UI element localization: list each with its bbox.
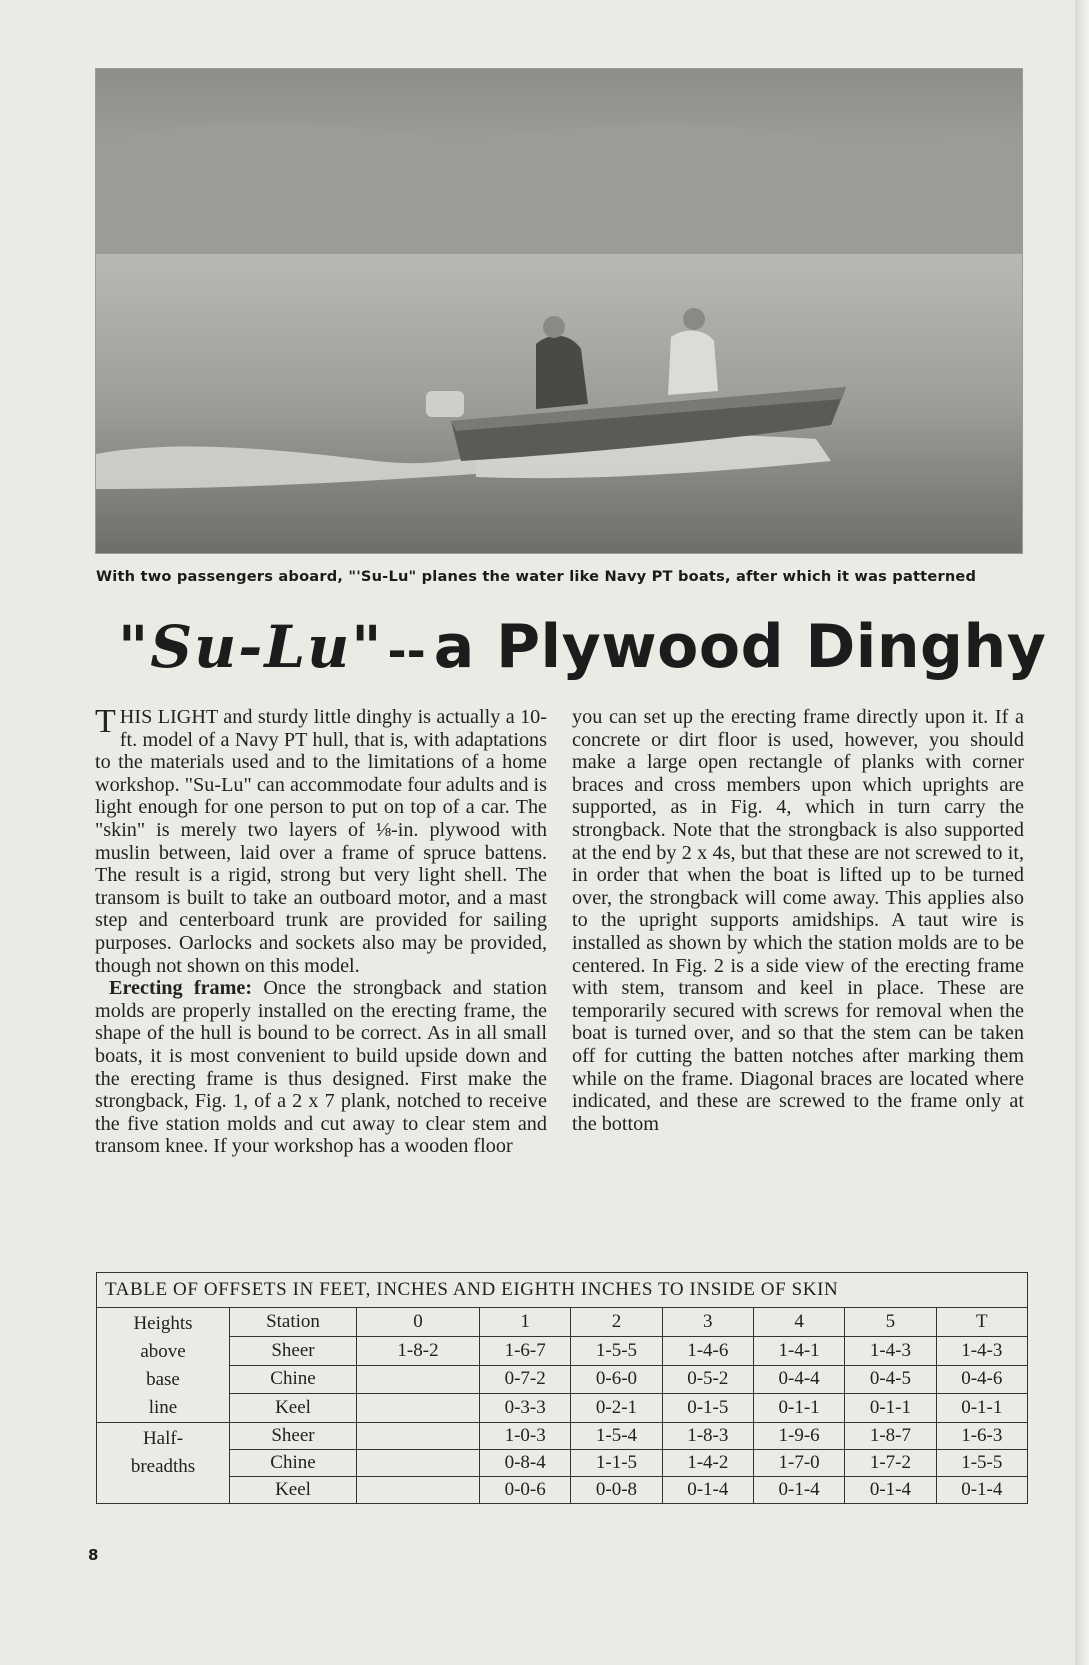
- article-text: [95, 703, 547, 1158]
- table-cell: [357, 1450, 480, 1477]
- row-name: Keel: [230, 1394, 357, 1423]
- title-dashes: --: [387, 624, 426, 678]
- photo-caption: With two passengers aboard, "'Su-Lu" planes the water like Navy PT boats, after which it was patterned: [96, 568, 977, 585]
- table-cell: 0-1-4: [936, 1477, 1027, 1504]
- table-cell: 0-6-0: [571, 1365, 662, 1394]
- label-line: base: [146, 1369, 180, 1390]
- table-row: [97, 1336, 1028, 1365]
- table-row: [97, 1365, 1028, 1394]
- station-header: 5: [845, 1308, 936, 1337]
- table-cell: 0-1-1: [936, 1394, 1027, 1423]
- table-cell: 0-0-6: [480, 1477, 571, 1504]
- group-label-half-breadths: [97, 1423, 230, 1504]
- station-label: Station: [230, 1308, 357, 1337]
- table-cell: [357, 1394, 480, 1423]
- table-cell: 1-8-3: [662, 1423, 753, 1450]
- table-cell: 0-4-4: [753, 1365, 844, 1394]
- table-cell: 1-9-6: [753, 1423, 844, 1450]
- table-cell: 1-7-0: [753, 1450, 844, 1477]
- passenger-front-head: [683, 308, 705, 330]
- table-cell: 0-3-3: [480, 1394, 571, 1423]
- table-cell: [357, 1423, 480, 1450]
- table-cell: 0-1-4: [845, 1477, 936, 1504]
- label-line: above: [140, 1341, 186, 1362]
- page-number: 8: [88, 1546, 99, 1564]
- article-text-column-2: [572, 706, 1024, 1135]
- paragraph-1-text: HIS LIGHT and sturdy little dinghy is actually a 10-ft. model of a Navy PT hull, that is, with adaptations to the materials used and to the limitations of a home workshop. "Su-Lu" can accommodate four adults and is light enough for one person to put on top of a car. The "skin" is merely two layers of ⅛-in. plywood with muslin between, laid over a frame of spruce battens. The result is a rigid, strong but very light shell. The transom is built to take an outboard motor, and a mast step and centerboard trunk are provided for sailing purposes. Oarlocks and sockets also may be provided, though not shown on this model.: [95, 706, 547, 977]
- table-cell: 1-5-4: [571, 1423, 662, 1450]
- row-name: Chine: [230, 1450, 357, 1477]
- table-cell: 1-4-3: [936, 1336, 1027, 1365]
- station-header: 1: [480, 1308, 571, 1337]
- table-row: [97, 1477, 1028, 1504]
- passenger-rear-head: [543, 316, 565, 338]
- table-cell: 0-0-8: [571, 1477, 662, 1504]
- table-cell: 1-4-6: [662, 1336, 753, 1365]
- table-row: [97, 1450, 1028, 1477]
- hills: [96, 123, 1022, 259]
- paragraph: [95, 703, 547, 977]
- table-cell: 0-8-4: [480, 1450, 571, 1477]
- table-cell: 1-5-5: [571, 1336, 662, 1365]
- page-edge: [1075, 0, 1089, 1665]
- table-cell: 0-1-1: [845, 1394, 936, 1423]
- section-heading: Erecting frame:: [109, 977, 253, 1000]
- table-cell: 1-4-1: [753, 1336, 844, 1365]
- offsets-table: [96, 1272, 1028, 1504]
- table-cell: 1-8-7: [845, 1423, 936, 1450]
- row-name: Sheer: [230, 1423, 357, 1450]
- label-line: Heights: [133, 1313, 193, 1334]
- boat-photo-illustration: [96, 69, 1022, 553]
- station-header: 4: [753, 1308, 844, 1337]
- station-header: 2: [571, 1308, 662, 1337]
- station-header: 3: [662, 1308, 753, 1337]
- table-cell: [357, 1365, 480, 1394]
- table-cell: 0-4-6: [936, 1365, 1027, 1394]
- outboard-motor: [426, 391, 464, 417]
- table-row: [97, 1423, 1028, 1450]
- label-line: line: [148, 1397, 178, 1418]
- table-cell: 1-8-2: [357, 1336, 480, 1365]
- table-cell: 0-2-1: [571, 1394, 662, 1423]
- boat-photo: [95, 68, 1023, 554]
- paragraph-2-continued: you can set up the erecting frame directly upon it. If a concrete or dirt floor is used, however, you should make a large open rectangle of planks with corner braces and cross members upon which uprights are supported, as in Fig. 4, which in turn carry the strongback. Note that the strongback is also supported at the end by 2 x 4s, but that these are not screwed to it, in order that when the boat is lifted up to be turned over, the strongback will come away. This applies also to the upright supports amidships. A taut wire is installed as shown by which the station molds are to be centered. In Fig. 2 is a side view of the erecting frame with stem, transom and keel in place. These are temporarily secured with screws for removal when the boat is turned over, and so that the stem can be taken off for cutting the batten notches after marking them while on the frame. Diagonal braces are located where indicated, and these are screwed to the frame only at the bottom: [572, 706, 1024, 1135]
- table-cell: 1-0-3: [480, 1423, 571, 1450]
- label-line: Half-: [142, 1428, 184, 1449]
- drop-cap: T: [95, 703, 116, 740]
- table-cell: 0-4-5: [845, 1365, 936, 1394]
- table-cell: 1-7-2: [845, 1450, 936, 1477]
- table-header-row: [97, 1308, 1028, 1337]
- label-line: breadths: [130, 1456, 196, 1477]
- paragraph: [95, 977, 547, 1158]
- article-title: [118, 612, 1047, 700]
- group-label-heights: [97, 1308, 230, 1423]
- table-cell: 1-1-5: [571, 1450, 662, 1477]
- table-cell: 0-7-2: [480, 1365, 571, 1394]
- table-cell: 1-6-3: [936, 1423, 1027, 1450]
- passenger-front: [668, 331, 718, 395]
- table-cell: 0-1-4: [753, 1477, 844, 1504]
- table-cell: 0-1-5: [662, 1394, 753, 1423]
- table-cell: 1-4-3: [845, 1336, 936, 1365]
- table-cell: [357, 1477, 480, 1504]
- table-cell: 0-1-4: [662, 1477, 753, 1504]
- row-name: Chine: [230, 1365, 357, 1394]
- table-cell: 1-5-5: [936, 1450, 1027, 1477]
- table-cell: 1-4-2: [662, 1450, 753, 1477]
- row-name: Sheer: [230, 1336, 357, 1365]
- table-cell: 1-6-7: [480, 1336, 571, 1365]
- table-cell: 0-1-1: [753, 1394, 844, 1423]
- table-cell: 0-5-2: [662, 1365, 753, 1394]
- table-title: TABLE OF OFFSETS IN FEET, INCHES AND EIGHTH INCHES TO INSIDE OF SKIN: [97, 1273, 1028, 1308]
- paragraph-2-text: Once the strongback and station molds are properly installed on the erecting frame, the shape of the hull is bound to be correct. As in all small boats, it is most convenient to build upside down and the erecting frame is thus designed. First make the strongback, Fig. 1, of a 2 x 7 plank, notched to receive the five station molds and cut away to clear stem and transom knee. If your workshop has a wooden floor: [95, 977, 547, 1158]
- title-script-part: "Su-Lu": [118, 613, 384, 681]
- station-header: 0: [357, 1308, 480, 1337]
- row-name: Keel: [230, 1477, 357, 1504]
- table-row: [97, 1394, 1028, 1423]
- station-header: T: [936, 1308, 1027, 1337]
- title-main-part: a Plywood Dinghy: [433, 612, 1047, 682]
